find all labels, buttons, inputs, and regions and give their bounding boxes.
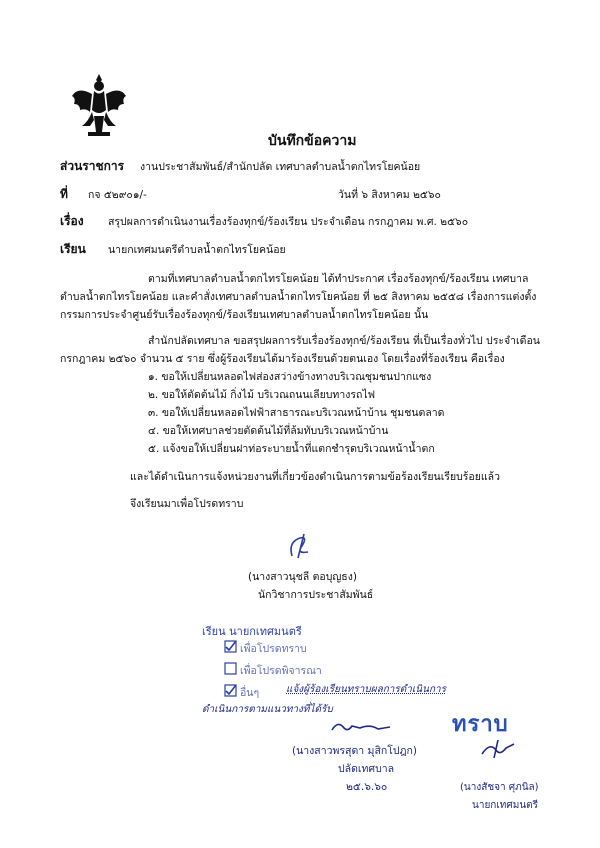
handwritten-line-2: ดำเนินการตามแนวทางที่ได้รับ [202, 704, 333, 715]
checked-checkbox-icon [224, 640, 237, 653]
para1-line3: กรรมการประจำศูนย์รับเรื่องร้องทุกข์/ร้องเรียนเทศบาลตำบลน้ำตกไทรโยคน้อย นั้น [60, 309, 429, 321]
acknowledged-stamp: ทราบ [452, 712, 509, 737]
closing-line: จึงเรียนมาเพื่อโปรดทราบ [130, 498, 244, 510]
option-1-label: เพื่อโปรดทราบ [240, 643, 307, 655]
signer-position: นักวิชาการประชาสัมพันธ์ [258, 589, 374, 601]
to-value: นายกเทศมนตรีตำบลน้ำตกไทรโยคน้อย [108, 244, 286, 256]
para1-line2: ตำบลน้ำตกไทรโยคน้อย และคำสั่งเทศบาลตำบลน้ำตกไทรโยคน้อย ที่ ๒๕ สิงหาคม ๒๕๕๘ เรื่องการแต่งตั้ง [60, 291, 537, 303]
list-item: ๒. ขอให้ตัดต้นไม้ กิ่งไม้ บริเวณถนนเลียบทางรถไฟ [148, 389, 376, 401]
option-3-text: แจ้งผู้ร้องเรียนทราบผลการดำเนินการ [286, 684, 446, 695]
signer-name: (นางสาวนุชลี ตอบุญธง) [248, 571, 357, 583]
checkbox-icon [224, 662, 237, 675]
handwritten-to-line: เรียน นายกเทศมนตรี [202, 625, 302, 638]
para2-line2: กรกฎาคม ๒๕๖๐ จำนวน ๕ ราย ซึ่งผู้ร้องเรียนได้มาร้องเรียนด้วยตนเอง โดยเรื่องที่ร้องเรียน คือเรื่อง [60, 353, 505, 365]
para1-line1: ตามที่เทศบาลตำบลน้ำตกไทรโยคน้อย ได้ทำประกาศ เรื่องร้องทุกข์/ร้องเรียน เทศบาล [148, 273, 529, 285]
clerk-position: ปลัดเทศบาล [338, 763, 395, 775]
date-value: วันที่ ๖ สิงหาคม ๒๕๖๐ [338, 189, 441, 201]
para3: และได้ดำเนินการแจ้งหน่วยงานที่เกี่ยวข้องดำเนินการตามข้อร้องเรียนเรียบร้อยแล้ว [130, 471, 500, 483]
memo-title: บันทึกข้อความ [268, 133, 357, 149]
garuda-emblem-icon [68, 70, 130, 140]
ref-value: กจ ๕๒๙๐๑/- [88, 189, 147, 201]
clerk-signature-mark [330, 718, 392, 736]
dept-label: ส่วนราชการ [60, 159, 125, 173]
list-item: ๓. ขอให้เปลี่ยนหลอดไฟฟ้าสาธารณะบริเวณหน้าบ้าน ชุมชนตลาด [148, 407, 445, 419]
ref-label: ที่ [60, 187, 68, 201]
signature-mark [284, 532, 314, 560]
mayor-position: นายกเทศมนตรี [472, 800, 539, 811]
list-item: ๕. แจ้งขอให้เปลี่ยนฝาท่อระบายน้ำที่แตกชำรุดบริเวณหน้าน้ำตก [148, 443, 435, 455]
clerk-date: ๒๕.๖.๖๐ [346, 781, 388, 793]
mayor-name: (นางสัชจา ศุภนิล) [460, 782, 539, 793]
mayor-signature-mark [478, 738, 518, 760]
list-item: ๔. ขอให้เทศบาลช่วยตัดต้นไม้ที่ล้มทับบริเวณหน้าบ้าน [148, 425, 389, 437]
option-2-label: เพื่อโปรดพิจารณา [240, 665, 322, 677]
to-label: เรียน [60, 242, 86, 256]
option-3-prefix: อื่นๆ [240, 687, 260, 699]
para2-line1: สำนักปลัดเทศบาล ขอสรุปผลการรับเรื่องร้องทุกข์/ร้องเรียน ที่เป็นเรื่องทั่วไป ประจำเดือน [148, 335, 540, 347]
clerk-name: (นางสาวพรสุดา มุสิกโปฎก) [292, 745, 418, 757]
list-item: ๑. ขอให้เปลี่ยนหลอดไฟส่องสว่างข้างทางบริเวณชุมชนปากแซง [148, 371, 432, 383]
checked-checkbox-icon [224, 684, 237, 697]
subject-label: เรื่อง [60, 214, 84, 228]
dept-value: งานประชาสัมพันธ์/สำนักปลัด เทศบาลตำบลน้ำตกไทรโยคน้อย [140, 161, 421, 173]
subject-value: สรุปผลการดำเนินงานเรื่องร้องทุกข์/ร้องเรียน ประจำเดือน กรกฎาคม พ.ศ. ๒๕๖๐ [108, 216, 469, 228]
